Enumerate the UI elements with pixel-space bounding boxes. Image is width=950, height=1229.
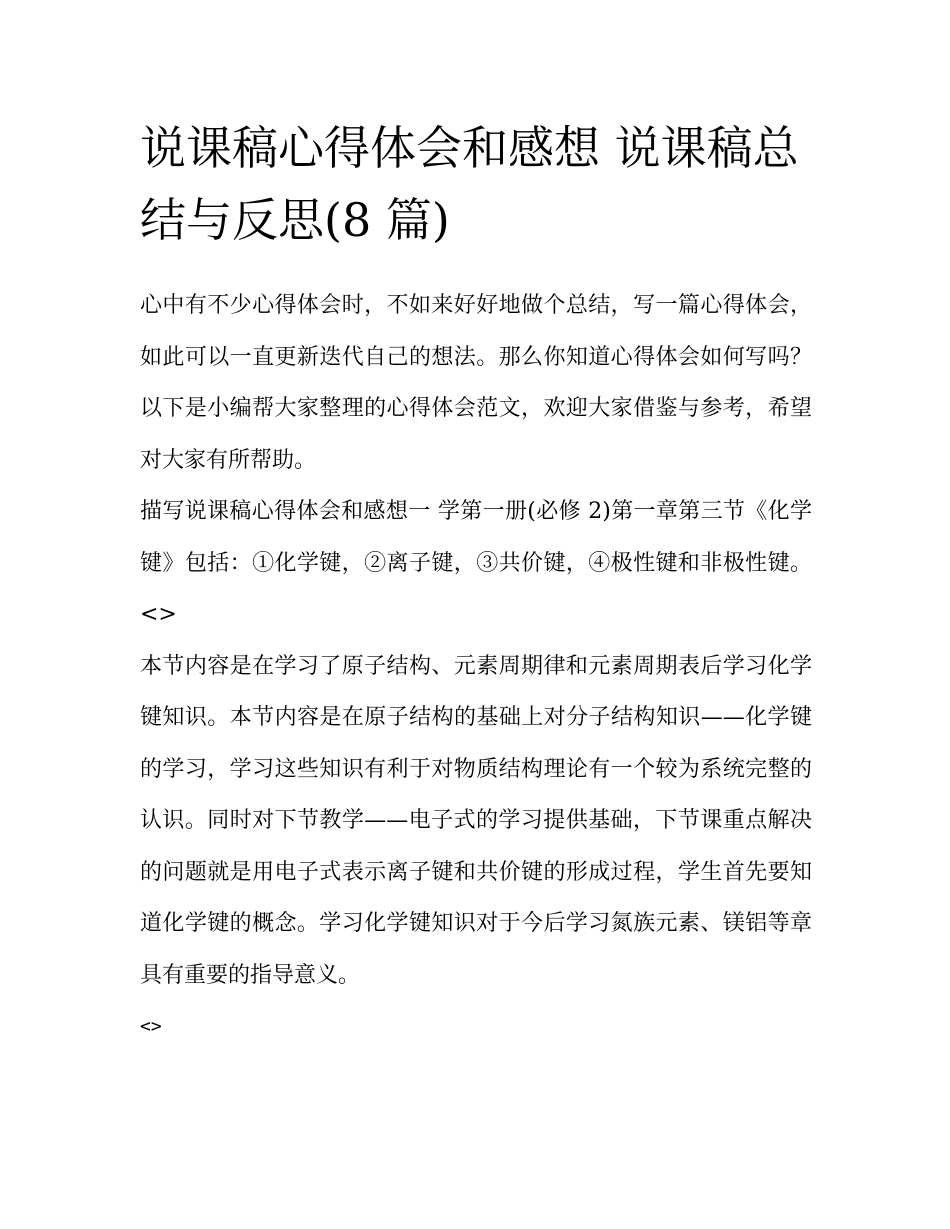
document-page: [140, 112, 812, 1053]
intro-paragraph: 心中有不少心得体会时，不如来好好地做个总结，写一篇心得体会，如此可以一直更新迭代自己的想法。那么你知道心得体会如何写吗？以下是小编帮大家整理的心得体会范文，欢迎大家借鉴与参考，希望对大家有所帮助。: [140, 293, 812, 473]
section-one-paragraph: 描写说课稿心得体会和感想一 学第一册(必修 2)第一章第三节《化学键》包括：①化学键，②离子键，③共价键，④极性键和非极性键。 <>: [140, 499, 812, 627]
document-title: 说课稿心得体会和感想 说课稿总结与反思(8 篇): [140, 121, 799, 247]
content-analysis-paragraph: 本节内容是在学习了原子结构、元素周期律和元素周期表后学习化学键知识。本节内容是在原子结构的基础上对分子结构知识——化学键的学习，学习这些知识有利于对物质结构理论有一个较为系统完整的认识。同时对下节教学——电子式的学习提供基础，下节课重点解决的问题就是用电子式表示离子键和共价键的形成过程，学生首先要知道化学键的概念。学习化学键知识对于今后学习氮族元素、镁铝等章具有重要的指导意义。: [140, 653, 812, 988]
trailing-marker: <>: [140, 1016, 162, 1037]
